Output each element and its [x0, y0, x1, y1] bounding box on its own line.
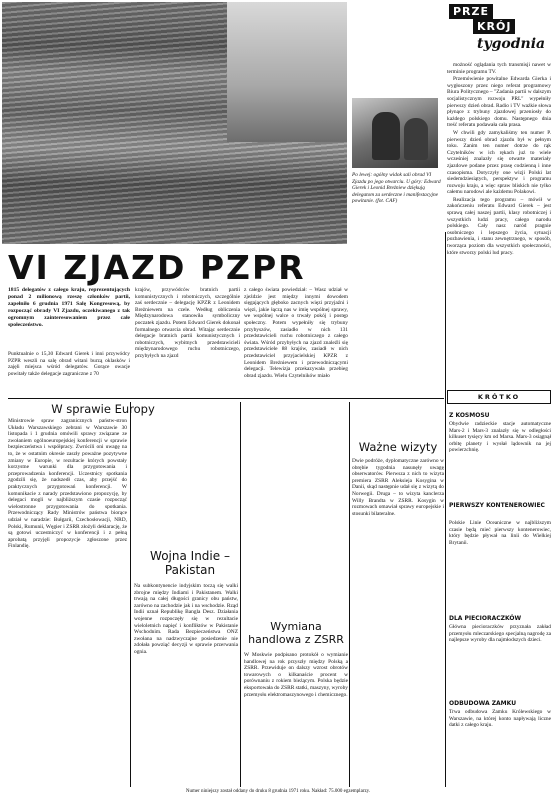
- column-divider: [445, 232, 446, 787]
- paragraph: W chwili gdy zamykaliśmy ten numer P. pierwszy dzień obrad zjazdu był w pełnym toku. Zanim ten numer dotrze do rąk Czytelników w ich rękach już to wiele wcześniej znalazły się otwarte materiały zjazdowe podane przez prasę codzienną i inne czasopisma. Dotyczyły one wizji Polski lat siedemdziesiątych, perspektyw i programu rozwoju kraju, a więc spraw bliskich nie tylko całemu narodowi ale każdemu Polakowi.: [447, 129, 551, 196]
- leaders-photo: [352, 98, 438, 168]
- figure-left: [372, 112, 400, 160]
- piec-heading: DLA PIECIORACZKÓW: [449, 615, 522, 622]
- top-right-column: [447, 62, 551, 257]
- print-footer: Numer niniejszy został oddany do druku 8 grudnia 1971 roku. Nakład: 75.000 egzemplarzy.: [185, 789, 371, 794]
- zamki-text: Trwa odbudowa Zamku Królewskiego w Warszawie, na której konto napływają liczne datki z całego kraju.: [449, 709, 551, 729]
- logo-line-2: KRÓJ: [473, 19, 515, 34]
- headline: VI ZJAZD PZPR: [8, 248, 306, 287]
- krotko-box: [447, 390, 551, 404]
- kosmos-heading: Z KOSMOSU: [449, 412, 490, 419]
- lead-bold: 1815 delegatów z całego kraju, reprezentujących ponad 2 milionową rzeszę członków partii, zapełniło 6 grudnia 1971 Salę Kongresową, by rozpocząć obrady VI Zjazdu, oczekiwanego z tak ogromnym zainteresowaniem przez całe społeczeństwo.: [8, 287, 130, 328]
- europy-text: Ministrowie spraw zagranicznych państw-stron Układu Warszawskiego zebrani w Warszawie 30 listopada i 1 grudnia omówili sprawy związane ze zwołaniem ogólnoeuropejskiej konferencji w sprawie bezpieczeństwa i współpracy. Zwrócili oni uwagę na to, że w ostatnim okresie zaszły poważne pozytywne zmiany w Europie, w rezultacie których powstały korzystne warunki dla przygotowania i przeprowadzenia konferencji. Uczestnicy spotkania zgodzili się, że nadszedł czas, aby przejść do praktycznych przygotowań konferencji. W komunikacie z narady przedstawiono propozycję, by delegaci mogli w najbliższym czasie rozpocząć wielostronne przygotowania do spotkania. Przewodniczący Rady Ministrów państwa biorące udział w naradzie: Bułgarii, Czechosłowacji, NRD, Polski, Rumunii, Węgier i ZSRR złożyli deklarację, że są gotowi uczestniczyć w konferencji i z pełną aprobatą przyjęli propozycje zgłoszone przez Finlandię.: [8, 418, 127, 550]
- section-title-wazne: Ważne wizyty: [358, 440, 438, 454]
- figure-right: [404, 118, 428, 160]
- lead-normal: Punktualnie o 15,30 Edward Gierek i inni przywódcy PZPR weszli na salę obrad witani burzą oklasków i zajęli miejsca wśród delegatów. Gorące owacje powitały także delegacje zagraniczne z 70: [8, 351, 130, 377]
- wymiana-text: W Moskwie podpisano protokół o wymianie handlowej na rok przyszły między Polską a ZSRR. Przewiduje on dalszy wzrost obrotów towarowych o kilkanaście procent w porównaniu z rokiem bieżącym. Polska będzie eksportowała do ZSRR statki, maszyny, wyroby przemysłu elektromaszynowego i chemicznego.: [244, 652, 349, 698]
- presidium-stage: [227, 2, 347, 142]
- kontener-heading: PIERWSZY KONTENEROWIEC: [449, 502, 545, 509]
- divider: [8, 398, 444, 399]
- kosmos-text: Obydwie radzieckie stacje automatyczne Mars-2 i Mars-3 znalazły się w odległości kilkuset tysięcy km od Marsa. Mars-3 osiągnął orbitę planety i wysłał lądownik na jej powierzchnię.: [449, 421, 551, 454]
- column-divider: [130, 402, 131, 787]
- kontener-text: Polskie Linie Oceaniczne w najbliższym czasie będą mieć pierwszy kontenerowiec, który będzie pływał na linii do Wielkiej Brytanii.: [449, 520, 551, 546]
- wazne-text: Dwie podróże, dyplomatyczne zarówno w obrębie tygodnia nasunęły uwagę obserwatorów. Pierwsza z nich to wizyta premiera ZSRR Aleksieja Kosygina w Danii, skąd następnie udał się z wizytą do Norwegii. Druga – to wizyta kanclerza Willy Brandta w ZSRR. Kosygin w rozmowach omawiał sprawy europejskie i stosunki bilateralne.: [352, 458, 444, 517]
- photo-caption: Po lewej: ogólny widok sali obrad VI Zjazdu po jego otwarciu. U góry: Edward Gierek i Leonid Breżniew dziękują delegatom za serdeczne i manifestacyjne powitanie. (fot. CAF): [352, 172, 441, 205]
- lead-column-2: krajów, przywódców bratnich partii komunistycznych i robotniczych, szczególnie zaś serdecznie – delegację KPZR z Leonidem Breżniewem na czele. Według obliczenia Międzynarodowa stanowiła symboliczny poczatek zjazdu. Potem Edward Gierek dokonał formalnego otwarcia obrad. Witając serdecznie delegacje bratnich partii komunistycznych i robotniczych, wybitnych przedstawicieli międzynarodowego ruchu robotniczego, przybyłych na zjazd: [135, 287, 240, 359]
- lead-column-3: z całego świata powiedział: – Wasz udział w zjeździe jest między innymi dowodem sięgających głęboko zacnych więzi przyjaźni i więzi, jakie łączą nas w imię wspólnej sprawy, we wspólnej walce o trwały pokój i postęp społeczny. Potem wypełniły się trybuny przybyszów, zasiadło w nich 131 przedstawicieli ruchu robotniczego z całego świata. Wśród przybyłych na zjazd znaleźli się przedstawiciele 88 krajów, zasiadł w nich przedstawiciel przyjacielskiej KPZR z Leonidem Breżniewem i przewodniczącymi delegacji. Telewizja przekazywała przebieg obrad zjazdu. Wielu Czytelników miało: [244, 287, 348, 379]
- column-divider: [240, 402, 241, 787]
- paragraph: Przemówienie powitalne Edwarda Gierka i wygłoszony przez niego referat programowy Biura Politycznego – "Zadania partii w dalszym socjalistycznym rozwoju PRL" wypełniły pierwszy dzień obrad. Radio i TV ważkie słowa płynące z trybuny zjazdowej przeniosły do każdego polskiego domu. Następnego dnia treść referatu podawała cała prasa.: [447, 76, 551, 129]
- piec-text: Główna piecioraczków przyznała zakład przemysłu mleczarskiego specjalną nagrodę za najlepsze wyroby dla najmłodszych dzieci.: [449, 624, 551, 644]
- logo-line-1: PRZE: [449, 4, 493, 19]
- logo-line-3: tygodnia: [477, 36, 546, 52]
- paragraph: Realizacja tego programu – mówił w zakończeniu referatu Edward Gierek – jest sprawą całej naszej partii, klasy robotniczej i wszystkich ludzi pracy, całego narodu polskiego. Cały nasz naród pragnie osobniczego i lepszego życia, sytuacji pozbawienia, i stanu zewnętrznego, w sposób, tworząca poziom dla wszystkich społeczności, które stworzy polski lud pracy.: [447, 196, 551, 256]
- section-title-europy: W sprawie Europy: [51, 402, 155, 416]
- zamki-heading: ODBUDOWA ZAMKU: [449, 700, 517, 707]
- przekroj-logo: [447, 4, 550, 56]
- wojna-text: Na subkontynencie indyjskim toczą się walki zbrojne między Indiami i Pakistanem. Walki trwają na całej długości granicy obu państw, zarówno na zachodzie jak i na wschodzie. Rząd Indii uznał Republikę Bangla Desz. Działania wojenne rozpoczęły się w rezultacie wieloletnich napięć i konfliktów w Pakistanie Wschodnim. Rada Bezpieczeństwa ONZ zwołana na nadzwyczajne posiedzenie nie zdołała powziąć decyzji w sprawie przerwania ognia.: [134, 583, 238, 655]
- congress-hall-photo: [2, 2, 347, 244]
- section-title-wojna: Wojna Indie – Pakistan: [150, 549, 230, 578]
- krotko-label: KRÓTKO: [477, 393, 521, 401]
- section-title-wymiana: Wymiana handlowa z ZSRR: [248, 620, 344, 647]
- paragraph: możność oglądania tych transmisji nawet w terminie programu TV.: [447, 62, 551, 75]
- column-divider: [349, 402, 350, 787]
